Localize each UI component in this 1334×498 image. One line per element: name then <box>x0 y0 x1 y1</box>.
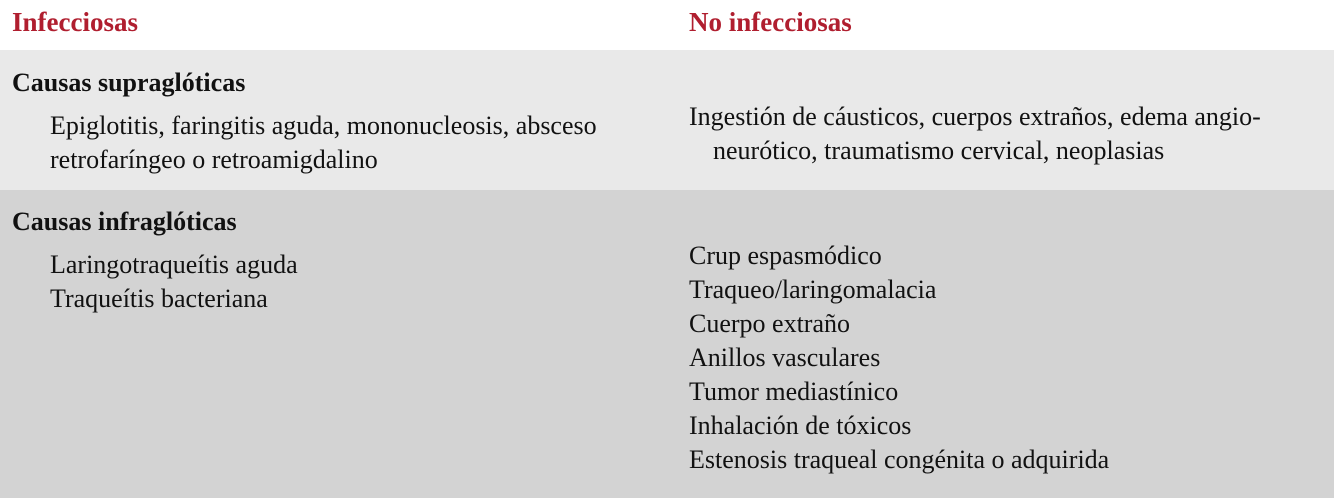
header-infecciosas: Infecciosas <box>12 7 138 37</box>
section-title-supragloticas: Causas supraglóticas <box>12 68 246 97</box>
infra-infecciosas-cell <box>50 248 298 316</box>
infra-no-infecciosas-item: Traqueo/laringomalacia <box>689 275 937 304</box>
infra-no-infecciosas-item: Tumor mediastínico <box>689 377 899 406</box>
supra-no-infecciosas-cell <box>689 100 1261 168</box>
infra-infecciosas-item: Traqueítis bacteriana <box>50 284 268 313</box>
infra-no-infecciosas-cell <box>689 239 1109 477</box>
infra-no-infecciosas-item: Crup espasmódico <box>689 241 882 270</box>
supra-no-infecciosas-line-2: neurótico, traumatismo cervical, neoplasias <box>713 136 1165 165</box>
infra-no-infecciosas-item: Estenosis traqueal congénita o adquirida <box>689 445 1110 474</box>
infra-no-infecciosas-item: Cuerpo extraño <box>689 309 851 338</box>
supra-no-infecciosas-line-1: Ingestión de cáusticos, cuerpos extraños, edema angio- <box>689 102 1261 131</box>
section-infragloticas <box>0 190 1334 498</box>
infra-no-infecciosas-item: Anillos vasculares <box>689 343 881 372</box>
header-no-infecciosas: No infecciosas <box>689 7 852 37</box>
supra-infecciosas-line-2: retrofaríngeo o retroamigdalino <box>50 145 378 174</box>
section-title-infragloticas: Causas infraglóticas <box>12 207 237 236</box>
supra-infecciosas-line-1: Epiglotitis, faringitis aguda, mononucleosis, absceso <box>50 111 597 140</box>
section-supragloticas <box>0 50 1334 190</box>
table-header <box>0 0 1334 50</box>
supra-infecciosas-cell <box>50 109 597 177</box>
infra-no-infecciosas-item: Inhalación de tóxicos <box>689 411 912 440</box>
infra-infecciosas-item: Laringotraqueítis aguda <box>50 250 298 279</box>
